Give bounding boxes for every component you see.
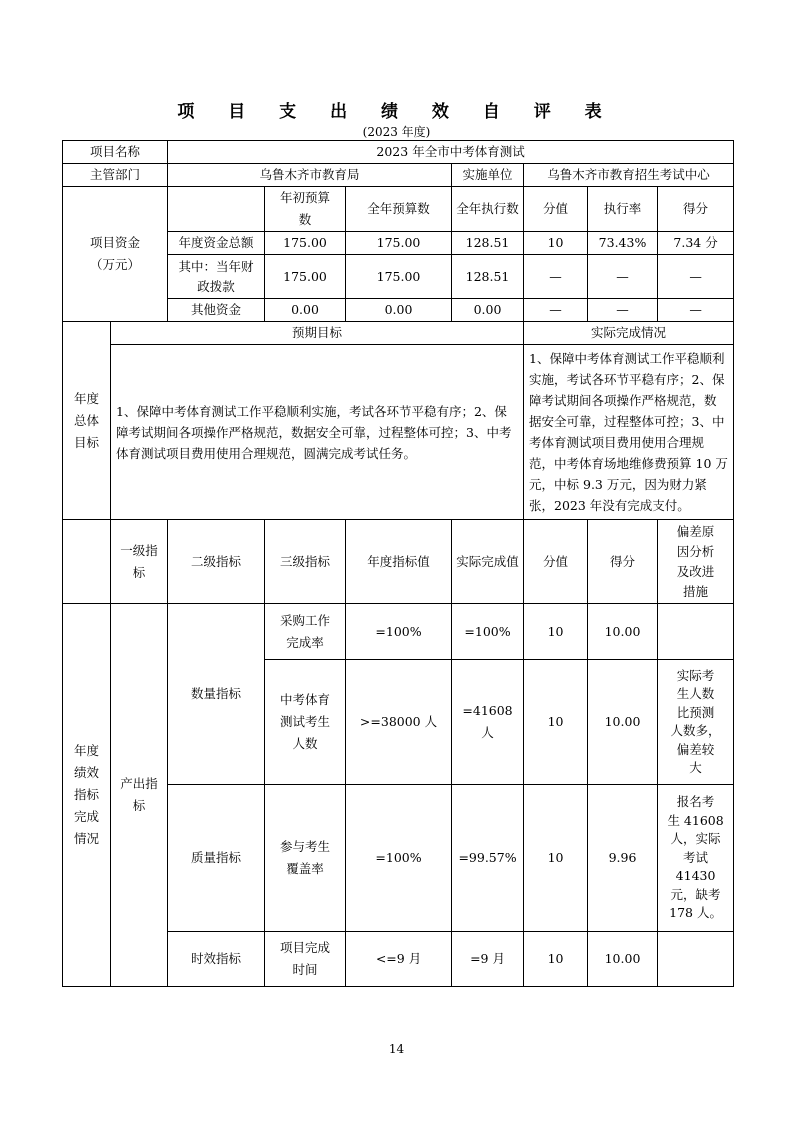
dept-value: 乌鲁木齐市教育局 [168, 164, 452, 187]
score-value-cell: 10 [524, 604, 588, 660]
actual-cell: =100% [452, 604, 524, 660]
header-target: 年度指标值 [346, 520, 452, 604]
funds-cell: 175.00 [346, 255, 452, 299]
form-year: (2023 年度) [362, 125, 431, 139]
funds-cell: — [588, 299, 658, 322]
actual-cell: =99.57% [452, 785, 524, 932]
actual-result-text: 1、保障中考体育测试工作平稳顺利实施，考试各环节平稳有序；2、保障考试期间各项操作严格规范，数据安全可靠，过程整体可控；3、中考体育测试项目费用使用合理规范，中考体育场地维修费预算 10 万元，中标 9.3 万元，因为财力紧张，2023 年没有完成支付。 [524, 345, 734, 520]
page-number: 14 [388, 1042, 405, 1056]
funds-header-row [63, 187, 734, 232]
header-deviation: 偏差原 因分析 及改进 措施 [658, 520, 734, 604]
funds-cell: 7.34 分 [658, 232, 734, 255]
funds-cell: 128.51 [452, 255, 524, 299]
actual-cell: =41608 人 [452, 660, 524, 785]
funds-header-score: 得分 [658, 187, 734, 232]
unit-label: 实施单位 [452, 164, 524, 187]
project-name-value: 2023 年全市中考体育测试 [168, 141, 734, 164]
project-name-row [63, 141, 734, 164]
funds-cell: — [658, 255, 734, 299]
funds-cell: — [524, 255, 588, 299]
funds-row-label: 其中：当年财 政拨款 [168, 255, 265, 299]
department-row [63, 164, 734, 187]
header-level3: 三级指标 [265, 520, 346, 604]
target-cell: =100% [346, 604, 452, 660]
funds-header-score-value: 分值 [524, 187, 588, 232]
indicator-header-row [63, 520, 734, 604]
level1-output: 产出指 标 [111, 604, 168, 987]
funds-cell: 175.00 [346, 232, 452, 255]
funds-cell: 0.00 [265, 299, 346, 322]
header-score-value: 分值 [524, 520, 588, 604]
score-cell: 10.00 [588, 932, 658, 987]
funds-cell: 0.00 [346, 299, 452, 322]
level2-quality: 质量指标 [168, 785, 265, 932]
target-cell: <=9 月 [346, 932, 452, 987]
header-score: 得分 [588, 520, 658, 604]
goals-content-row [63, 345, 734, 520]
score-cell: 10.00 [588, 660, 658, 785]
actual-cell: =9 月 [452, 932, 524, 987]
funds-cell: 73.43% [588, 232, 658, 255]
funds-header-execution-rate: 执行率 [588, 187, 658, 232]
funds-cell: 175.00 [265, 255, 346, 299]
deviation-cell: 报名考 生 41608 人，实际 考试 41430 元，缺考 178 人。 [658, 785, 734, 932]
level2-timeliness: 时效指标 [168, 932, 265, 987]
indicators-section-label: 年度 绩效 指标 完成 情况 [63, 604, 111, 987]
score-value-cell: 10 [524, 932, 588, 987]
funds-cell: 0.00 [452, 299, 524, 322]
goals-label: 年度 总体 目标 [63, 322, 111, 520]
dept-label: 主管部门 [63, 164, 168, 187]
funds-row-label: 其他资金 [168, 299, 265, 322]
deviation-cell [658, 604, 734, 660]
funds-cell: — [658, 299, 734, 322]
expected-goal-header: 预期目标 [111, 322, 524, 345]
level3-cell: 参与考生 覆盖率 [265, 785, 346, 932]
funds-cell: — [524, 299, 588, 322]
indicator-row [63, 604, 734, 660]
header-level1: 一级指 标 [111, 520, 168, 604]
funds-cell: — [588, 255, 658, 299]
funds-header-blank [168, 187, 265, 232]
funds-cell: 10 [524, 232, 588, 255]
level3-cell: 采购工作 完成率 [265, 604, 346, 660]
funds-cell: 128.51 [452, 232, 524, 255]
target-cell: >=38000 人 [346, 660, 452, 785]
score-cell: 9.96 [588, 785, 658, 932]
level3-cell: 项目完成 时间 [265, 932, 346, 987]
score-value-cell: 10 [524, 660, 588, 785]
header-level2: 二级指标 [168, 520, 265, 604]
target-cell: =100% [346, 785, 452, 932]
funds-header-executed: 全年执行数 [452, 187, 524, 232]
indicator-header-blank [63, 520, 111, 604]
level3-cell: 中考体育 测试考生 人数 [265, 660, 346, 785]
level2-quantity: 数量指标 [168, 604, 265, 785]
actual-result-header: 实际完成情况 [524, 322, 734, 345]
deviation-cell [658, 932, 734, 987]
performance-table [62, 140, 734, 987]
score-cell: 10.00 [588, 604, 658, 660]
funds-cell: 175.00 [265, 232, 346, 255]
header-actual: 实际完成值 [452, 520, 524, 604]
form-title: 项 目 支 出 绩 效 自 评 表 [177, 102, 616, 122]
expected-goal-text: 1、保障中考体育测试工作平稳顺利实施，考试各环节平稳有序；2、保障考试期间各项操作严格规范，数据安全可靠，过程整体可控；3、中考体育测试项目费用使用合理规范，圆满完成考试任务。 [111, 345, 524, 520]
funds-header-initial-budget: 年初预算 数 [265, 187, 346, 232]
unit-value: 乌鲁木齐市教育招生考试中心 [524, 164, 734, 187]
funds-row-label: 年度资金总额 [168, 232, 265, 255]
deviation-cell: 实际考 生人数 比预测 人数多， 偏差较 大 [658, 660, 734, 785]
funds-label: 项目资金 （万元） [63, 187, 168, 322]
project-name-label: 项目名称 [63, 141, 168, 164]
goals-header-row [63, 322, 734, 345]
score-value-cell: 10 [524, 785, 588, 932]
funds-header-annual-budget: 全年预算数 [346, 187, 452, 232]
